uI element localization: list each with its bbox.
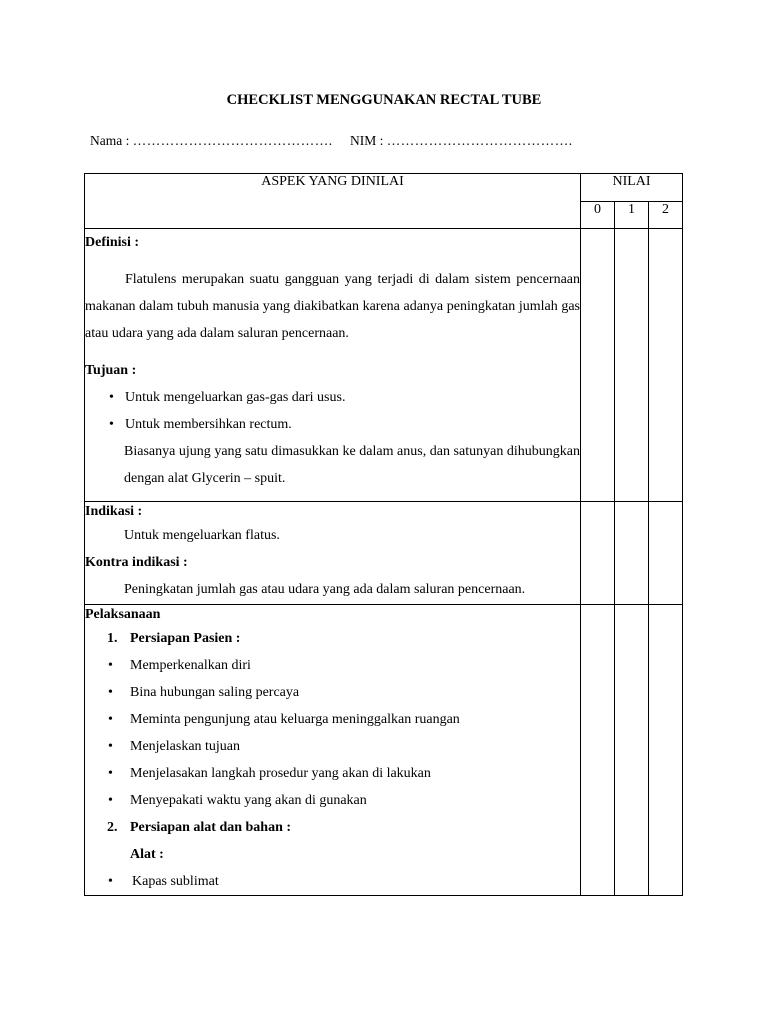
header-aspek: ASPEK YANG DINILAI <box>85 174 581 229</box>
list-item: • Menjelaskan tujuan <box>85 733 580 760</box>
score-0-checkbox[interactable] <box>581 605 615 896</box>
list-item: • Menjelasakan langkah prosedur yang akan di lakukan <box>85 760 580 787</box>
score-2-checkbox[interactable] <box>649 605 683 896</box>
kontra-heading: Kontra indikasi : <box>85 555 188 570</box>
table-row <box>85 502 683 605</box>
indikasi-text: Untuk mengeluarkan flatus. <box>124 528 280 543</box>
step-label: Persiapan alat dan bahan : <box>130 820 292 835</box>
definisi-text: Flatulens merupakan suatu gangguan yang terjadi di dalam sistem pencernaan makanan dalam tubuh manusia yang diakibatkan karena adanya peningkatan jumlah gas atau udara yang ada dalam saluran pencernaan. <box>85 272 580 341</box>
definisi-tujuan-cell <box>85 229 581 502</box>
step-list <box>85 625 580 652</box>
list-item: • Untuk membersihkan rectum. <box>85 411 580 438</box>
nim-field: …………………………………. <box>386 133 573 148</box>
step-number: 1. <box>107 631 118 646</box>
nim-label: NIM : <box>350 133 384 148</box>
score-2-header: 2 <box>649 202 683 229</box>
score-0-checkbox[interactable] <box>581 229 615 502</box>
indikasi-heading: Indikasi : <box>85 504 143 519</box>
tujuan-heading: Tujuan : <box>85 363 137 378</box>
pelaksanaan-heading: Pelaksanaan <box>85 607 161 622</box>
indikasi-cell <box>85 502 581 605</box>
kontra-text: Peningkatan jumlah gas atau udara yang ada dalam saluran pencernaan. <box>124 582 526 597</box>
score-0-checkbox[interactable] <box>581 502 615 605</box>
list-item: • Menyepakati waktu yang akan di gunakan <box>85 787 580 814</box>
table-row <box>85 605 683 896</box>
identity-line <box>90 133 573 149</box>
score-1-checkbox[interactable] <box>615 229 649 502</box>
score-0-header: 0 <box>581 202 615 229</box>
score-1-checkbox[interactable] <box>615 502 649 605</box>
nama-label: Nama : <box>90 133 130 148</box>
list-item: • Meminta pengunjung atau keluarga meninggalkan ruangan <box>85 706 580 733</box>
persiapan-pasien-list <box>85 652 580 814</box>
alat-list <box>85 868 580 895</box>
pelaksanaan-cell <box>85 605 581 896</box>
list-item: • Untuk mengeluarkan gas-gas dari usus. <box>85 384 580 411</box>
alat-heading: Alat : <box>130 847 164 862</box>
table-row <box>85 229 683 502</box>
step-number: 2. <box>107 820 118 835</box>
checklist-table <box>84 173 683 896</box>
page-title: CHECKLIST MENGGUNAKAN RECTAL TUBE <box>226 92 542 108</box>
list-item: • Kapas sublimat <box>85 868 580 895</box>
list-item <box>85 625 580 652</box>
score-2-checkbox[interactable] <box>649 502 683 605</box>
score-1-header: 1 <box>615 202 649 229</box>
score-1-checkbox[interactable] <box>615 605 649 896</box>
tujuan-list <box>85 384 580 438</box>
step-label: Persiapan Pasien : <box>130 631 241 646</box>
header-nilai: NILAI <box>581 174 683 202</box>
step-list <box>85 814 580 841</box>
score-2-checkbox[interactable] <box>649 229 683 502</box>
definisi-heading: Definisi : <box>85 235 140 250</box>
list-item: • Bina hubungan saling percaya <box>85 679 580 706</box>
list-item: • Memperkenalkan diri <box>85 652 580 679</box>
nama-field: ……………………………………. <box>132 133 333 148</box>
list-item <box>85 814 580 841</box>
tujuan-note: Biasanya ujung yang satu dimasukkan ke dalam anus, dan satunyan dihubungkan dengan alat Glycerin – spuit. <box>124 444 580 486</box>
